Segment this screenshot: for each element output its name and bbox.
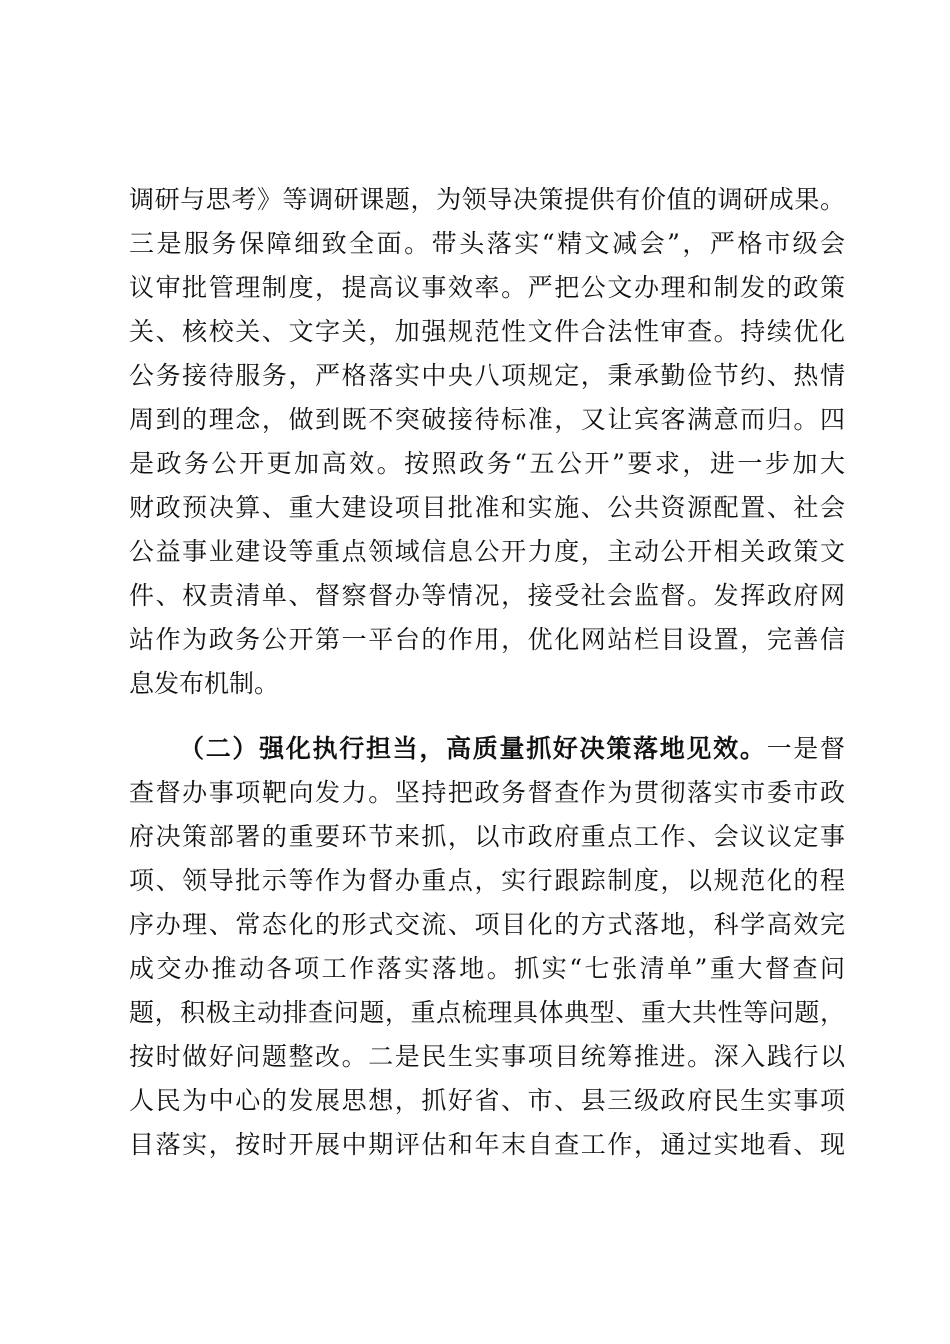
section-heading: （二）强化执行担当，高质量抓好决策落地见效。 [179, 734, 767, 763]
paragraph-2-first-line [179, 727, 845, 771]
paragraph-2-line: 成交办推动各项工作落实落地。抓实“七张清单”重大督查问 [129, 954, 845, 983]
paragraph-1-line: 公务接待服务，严格落实中央八项规定，秉承勤俭节约、热情 [129, 361, 845, 390]
first-line-rest: 一是督 [766, 734, 845, 763]
paragraph-1-line: 是政务公开更加高效。按照政务“五公开”要求，进一步加大 [129, 449, 845, 478]
paragraph-1-line: 调研与思考》等调研课题，为领导决策提供有价值的调研成果。 [129, 185, 845, 214]
paragraph-2-line: 府决策部署的重要环节来抓，以市政府重点工作、会议议定事 [129, 822, 845, 851]
paragraph-1-line: 三是服务保障细致全面。带头落实“精文减会”，严格市级会 [129, 229, 845, 258]
paragraph-2-line: 目落实，按时开展中期评估和年末自查工作，通过实地看、现 [129, 1130, 845, 1159]
paragraph-1-line: 站作为政务公开第一平台的作用，优化网站栏目设置，完善信 [129, 625, 845, 654]
paragraph-1-line: 件、权责清单、督察督办等情况，接受社会监督。发挥政府网 [129, 581, 845, 610]
paragraph-2-line: 按时做好问题整改。二是民生实事项目统筹推进。深入践行以 [129, 1042, 845, 1071]
paragraph-2-line: 项、领导批示等作为督办重点，实行跟踪制度，以规范化的程 [129, 866, 845, 895]
paragraph-1-line: 息发布机制。 [129, 669, 280, 698]
paragraph-1-line: 公益事业建设等重点领域信息公开力度，主动公开相关政策文 [129, 537, 845, 566]
paragraph-2-line: 序办理、常态化的形式交流、项目化的方式落地，科学高效完 [129, 910, 845, 939]
paragraph-1-line: 议审批管理制度，提高议事效率。严把公文办理和制发的政策 [129, 273, 845, 302]
paragraph-1-line: 关、核校关、文字关，加强规范性文件合法性审查。持续优化 [129, 317, 845, 346]
paragraph-2-line: 查督办事项靶向发力。坚持把政务督查作为贯彻落实市委市政 [129, 778, 845, 807]
paragraph-2-line: 题，积极主动排查问题，重点梳理具体典型、重大共性等问题， [129, 998, 845, 1027]
paragraph-1-line: 周到的理念，做到既不突破接待标准，又让宾客满意而归。四 [129, 405, 845, 434]
paragraph-1-line: 财政预决算、重大建设项目批准和实施、公共资源配置、社会 [129, 493, 845, 522]
paragraph-2-line: 人民为中心的发展思想，抓好省、市、县三级政府民生实事项 [129, 1086, 845, 1115]
